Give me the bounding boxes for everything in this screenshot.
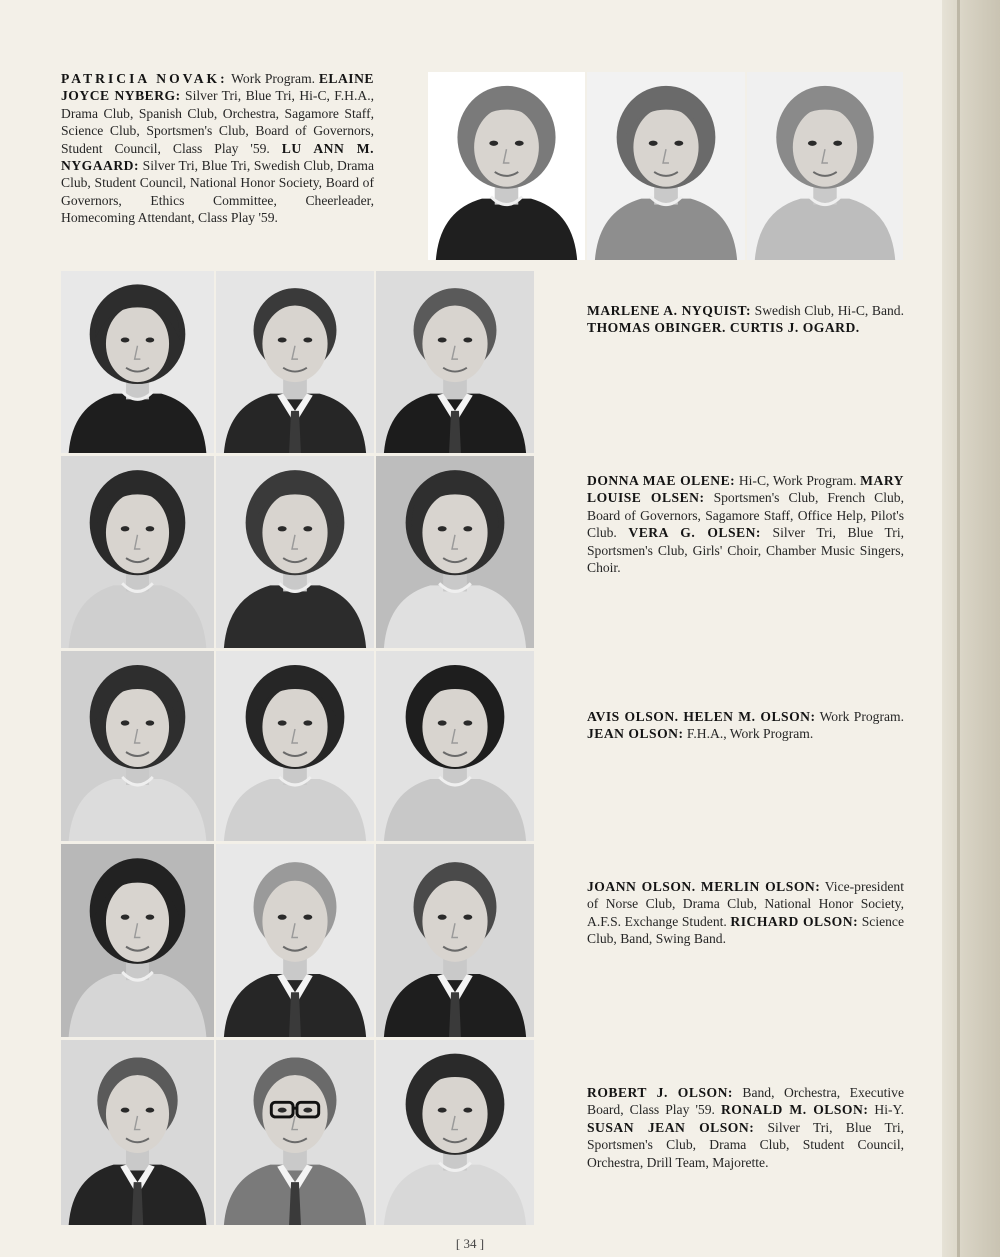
caption-olene-olsen-olsen: [587, 472, 904, 576]
portrait-photo: [216, 271, 374, 453]
portrait-photo: [61, 844, 214, 1037]
student-name: ELAINE JOYCE NYBERG:: [61, 71, 374, 104]
caption-olson-robert-ronald-susan: [587, 1084, 904, 1171]
portrait-photo: [376, 271, 534, 453]
caption-nyquist-obinger-ogard: [587, 302, 904, 337]
student-activities: Swedish Club, Hi-C, Band.: [751, 303, 904, 318]
portrait-photo: [61, 651, 214, 841]
portrait-illustration: [216, 271, 374, 453]
student-activities: Science Club, Band, Swing Band.: [587, 913, 904, 947]
portrait-photo: [216, 1040, 374, 1225]
page-number: [ 34 ]: [455, 1236, 485, 1251]
portrait-photo: [376, 1040, 534, 1225]
portrait-illustration: [747, 72, 903, 260]
portrait-photo: [61, 271, 214, 453]
portrait-photo: [216, 651, 374, 841]
portrait-illustration: [216, 456, 374, 648]
portrait-photo: [587, 72, 745, 260]
portrait-illustration: [376, 651, 534, 841]
student-name: ROBERT J. OLSON:: [587, 1085, 733, 1100]
student-activities: F.H.A., Work Program.: [683, 726, 814, 742]
portrait-illustration: [61, 844, 214, 1037]
student-name: RICHARD OLSON:: [730, 913, 859, 929]
portrait-photo: [376, 844, 534, 1037]
student-name: AVIS OLSON. HELEN M. OLSON:: [587, 709, 816, 724]
student-name: JEAN OLSON:: [587, 726, 684, 742]
portrait-photo: [376, 456, 534, 648]
student-name: MARLENE A. NYQUIST:: [587, 303, 752, 318]
page-spine-line: [957, 0, 960, 1257]
student-activities: Silver Tri, Blue Tri, Sportsmen's Club, Drama Club, Student Council, Orchestra, Drill Team, Majorette.: [587, 1119, 904, 1170]
student-activities: Hi-Y.: [868, 1102, 904, 1118]
caption-olson-avis-helen-jean: [587, 708, 904, 743]
portrait-illustration: [376, 844, 534, 1037]
student-activities: Vice-president of Norse Club, Drama Club, National Honor Society, A.F.S. Exchange Student.: [587, 879, 904, 929]
student-name: VERA G. OLSEN:: [628, 525, 761, 541]
portrait-illustration: [428, 72, 585, 260]
student-name: PATRICIA NOVAK:: [61, 71, 228, 86]
page-spine-shadow: [942, 0, 1000, 1257]
portrait-illustration: [216, 1040, 374, 1225]
portrait-photo: [216, 456, 374, 648]
student-name: MARY LOUISE OLSEN:: [587, 473, 904, 506]
portrait-photo: [216, 844, 374, 1037]
portrait-illustration: [376, 456, 534, 648]
caption-novak-nyberg-nygaard: [61, 70, 374, 227]
student-name: SUSAN JEAN OLSON:: [587, 1119, 755, 1135]
portrait-illustration: [216, 651, 374, 841]
student-activities: Work Program.: [815, 709, 904, 724]
portrait-photo: [747, 72, 903, 260]
student-activities: Silver Tri, Blue Tri, Hi-C, F.H.A., Drama Club, Spanish Club, Orchestra, Sagamore Staff, Science Club, Sportsmen's Club, Board of Governors, Student Council, Class Play '59.: [61, 88, 375, 156]
caption-olson-joann-merlin-richard: [587, 878, 904, 948]
student-name: RONALD M. OLSON:: [720, 1102, 869, 1118]
student-activities: Hi-C, Work Program.: [735, 473, 861, 488]
portrait-photo: [428, 72, 585, 260]
portrait-photo: [376, 651, 534, 841]
student-activities: Work Program.: [227, 71, 319, 86]
portrait-illustration: [587, 72, 745, 260]
portrait-illustration: [61, 456, 214, 648]
student-name: DONNA MAE OLENE:: [587, 473, 736, 488]
portrait-illustration: [61, 651, 214, 841]
student-activities: Band, Orchestra, Executive Board, Class Play '59.: [587, 1085, 905, 1118]
portrait-photo: [61, 456, 214, 648]
portrait-illustration: [61, 271, 214, 453]
student-name: JOANN OLSON. MERLIN OLSON:: [587, 879, 821, 894]
student-name: LU ANN M. NYGAARD:: [61, 140, 374, 174]
student-activities: Silver Tri, Blue Tri, Sportsmen's Club, Girls' Choir, Chamber Music Singers, Choir.: [587, 525, 904, 576]
portrait-photo: [61, 1040, 214, 1225]
student-activities: Sportsmen's Club, French Club, Board of Governors, Sagamore Staff, Office Help, Pilot's Club.: [587, 490, 904, 541]
portrait-illustration: [61, 1040, 214, 1225]
student-activities: Silver Tri, Blue Tri, Swedish Club, Drama Club, Student Council, National Honor Society, Board of Governors, Ethics Committee, Cheerleader, Homecoming Attendant, Class Play '59.: [61, 158, 374, 226]
portrait-illustration: [216, 844, 374, 1037]
student-name: THOMAS OBINGER. CURTIS J. OGARD.: [587, 320, 860, 336]
portrait-illustration: [376, 1040, 534, 1225]
portrait-illustration: [376, 271, 534, 453]
